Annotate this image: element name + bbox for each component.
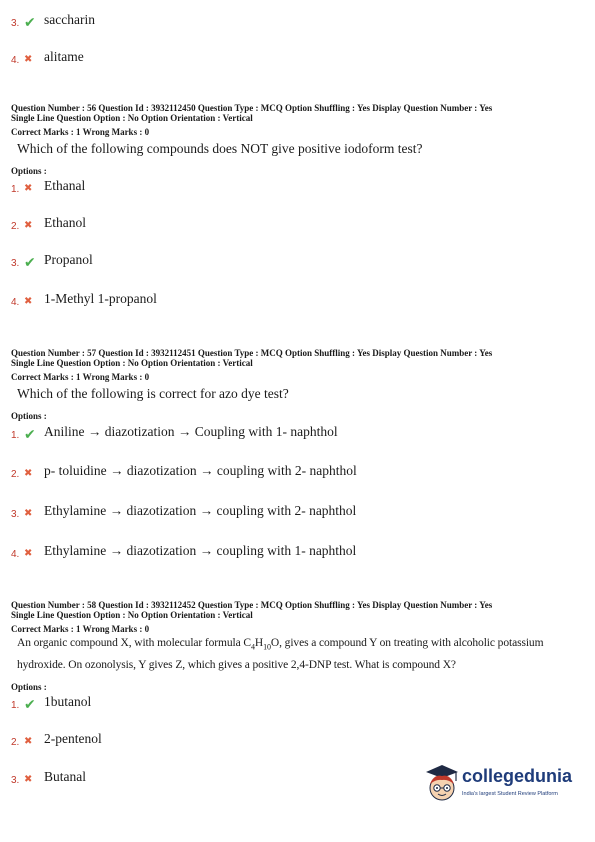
question-subheader: Single Line Question Option : No Option Orientation : Vertical xyxy=(11,610,253,620)
cross-icon: ✖ xyxy=(24,468,33,479)
check-icon: ✔ xyxy=(24,697,36,713)
option-number: 1. xyxy=(11,184,20,195)
logo-tagline: India's largest Student Review Platform xyxy=(462,791,558,797)
option-text: 1-Methyl 1-propanol xyxy=(44,291,157,306)
option-number: 4. xyxy=(11,55,20,66)
cross-icon: ✖ xyxy=(24,548,33,559)
question-text-segment: H xyxy=(254,637,264,649)
option-number: 2. xyxy=(11,737,20,748)
option-number: 4. xyxy=(11,549,20,560)
option-number: 3. xyxy=(11,509,20,520)
option-text: Ethylamine → diazotization → coupling with 1- naphthol xyxy=(44,543,357,558)
subscript: 4 xyxy=(250,642,255,652)
option-number: 1. xyxy=(11,700,20,711)
mascot-icon xyxy=(422,762,462,806)
question-marks: Correct Marks : 1 Wrong Marks : 0 xyxy=(11,372,150,382)
option-text: Ethylamine → diazotization → coupling with 2- naphthol xyxy=(44,503,357,518)
question-text: Which of the following compounds does NOT give positive iodoform test? xyxy=(17,141,423,156)
options-label: Options : xyxy=(11,166,47,176)
check-icon: ✔ xyxy=(24,255,36,271)
question-text: Which of the following is correct for azo dye test? xyxy=(17,386,289,401)
cross-icon: ✖ xyxy=(24,54,33,65)
question-marks: Correct Marks : 1 Wrong Marks : 0 xyxy=(11,127,150,137)
option-text: Aniline → diazotization → Coupling with 1- naphthol xyxy=(44,424,338,439)
question-text-segment: An organic compound X, with molecular formula C xyxy=(17,637,251,649)
cross-icon: ✖ xyxy=(24,774,33,785)
question-header: Question Number : 58 Question Id : 3932112452 Question Type : MCQ Option Shuffling : Yes Display Question Number : Yes xyxy=(11,600,493,610)
cross-icon: ✖ xyxy=(24,296,33,307)
question-header: Question Number : 57 Question Id : 3932112451 Question Type : MCQ Option Shuffling : Yes Display Question Number : Yes xyxy=(11,348,493,358)
collegedunia-logo[interactable] xyxy=(422,762,582,810)
question-header: Question Number : 56 Question Id : 3932112450 Question Type : MCQ Option Shuffling : Yes Display Question Number : Yes xyxy=(11,103,493,113)
option-number: 1. xyxy=(11,430,20,441)
check-icon: ✔ xyxy=(24,15,36,31)
option-number: 2. xyxy=(11,469,20,480)
option-text: Ethanol xyxy=(44,215,86,230)
question-marks: Correct Marks : 1 Wrong Marks : 0 xyxy=(11,624,150,634)
question-text-line2: hydroxide. On ozonolysis, Y gives Z, which gives a positive 2,4-DNP test. What is compound X? xyxy=(17,659,456,671)
option-text: 1butanol xyxy=(44,694,92,709)
option-text: Propanol xyxy=(44,252,93,267)
cross-icon: ✖ xyxy=(24,183,33,194)
option-text: Ethanal xyxy=(44,178,86,193)
question-subheader: Single Line Question Option : No Option Orientation : Vertical xyxy=(11,113,253,123)
option-number: 3. xyxy=(11,18,20,29)
options-label: Options : xyxy=(11,682,47,692)
cross-icon: ✖ xyxy=(24,508,33,519)
cross-icon: ✖ xyxy=(24,220,33,231)
question-text-segment: O, gives a compound Y on treating with alcoholic potassium xyxy=(270,637,544,649)
option-text: 2-pentenol xyxy=(44,731,102,746)
option-number: 2. xyxy=(11,221,20,232)
option-number: 3. xyxy=(11,775,20,786)
question-subheader: Single Line Question Option : No Option Orientation : Vertical xyxy=(11,358,253,368)
option-number: 3. xyxy=(11,258,20,269)
option-text: saccharin xyxy=(44,12,95,27)
option-text: Butanal xyxy=(44,769,86,784)
check-icon: ✔ xyxy=(24,427,36,443)
logo-brand-text: collegedunia xyxy=(462,766,573,786)
cross-icon: ✖ xyxy=(24,736,33,747)
option-text: p- toluidine → diazotization → coupling with 2- naphthol xyxy=(44,463,357,478)
question-text-line1 xyxy=(17,637,543,651)
option-text: alitame xyxy=(44,49,84,64)
option-number: 4. xyxy=(11,297,20,308)
options-label: Options : xyxy=(11,411,47,421)
subscript: 10 xyxy=(263,642,271,652)
